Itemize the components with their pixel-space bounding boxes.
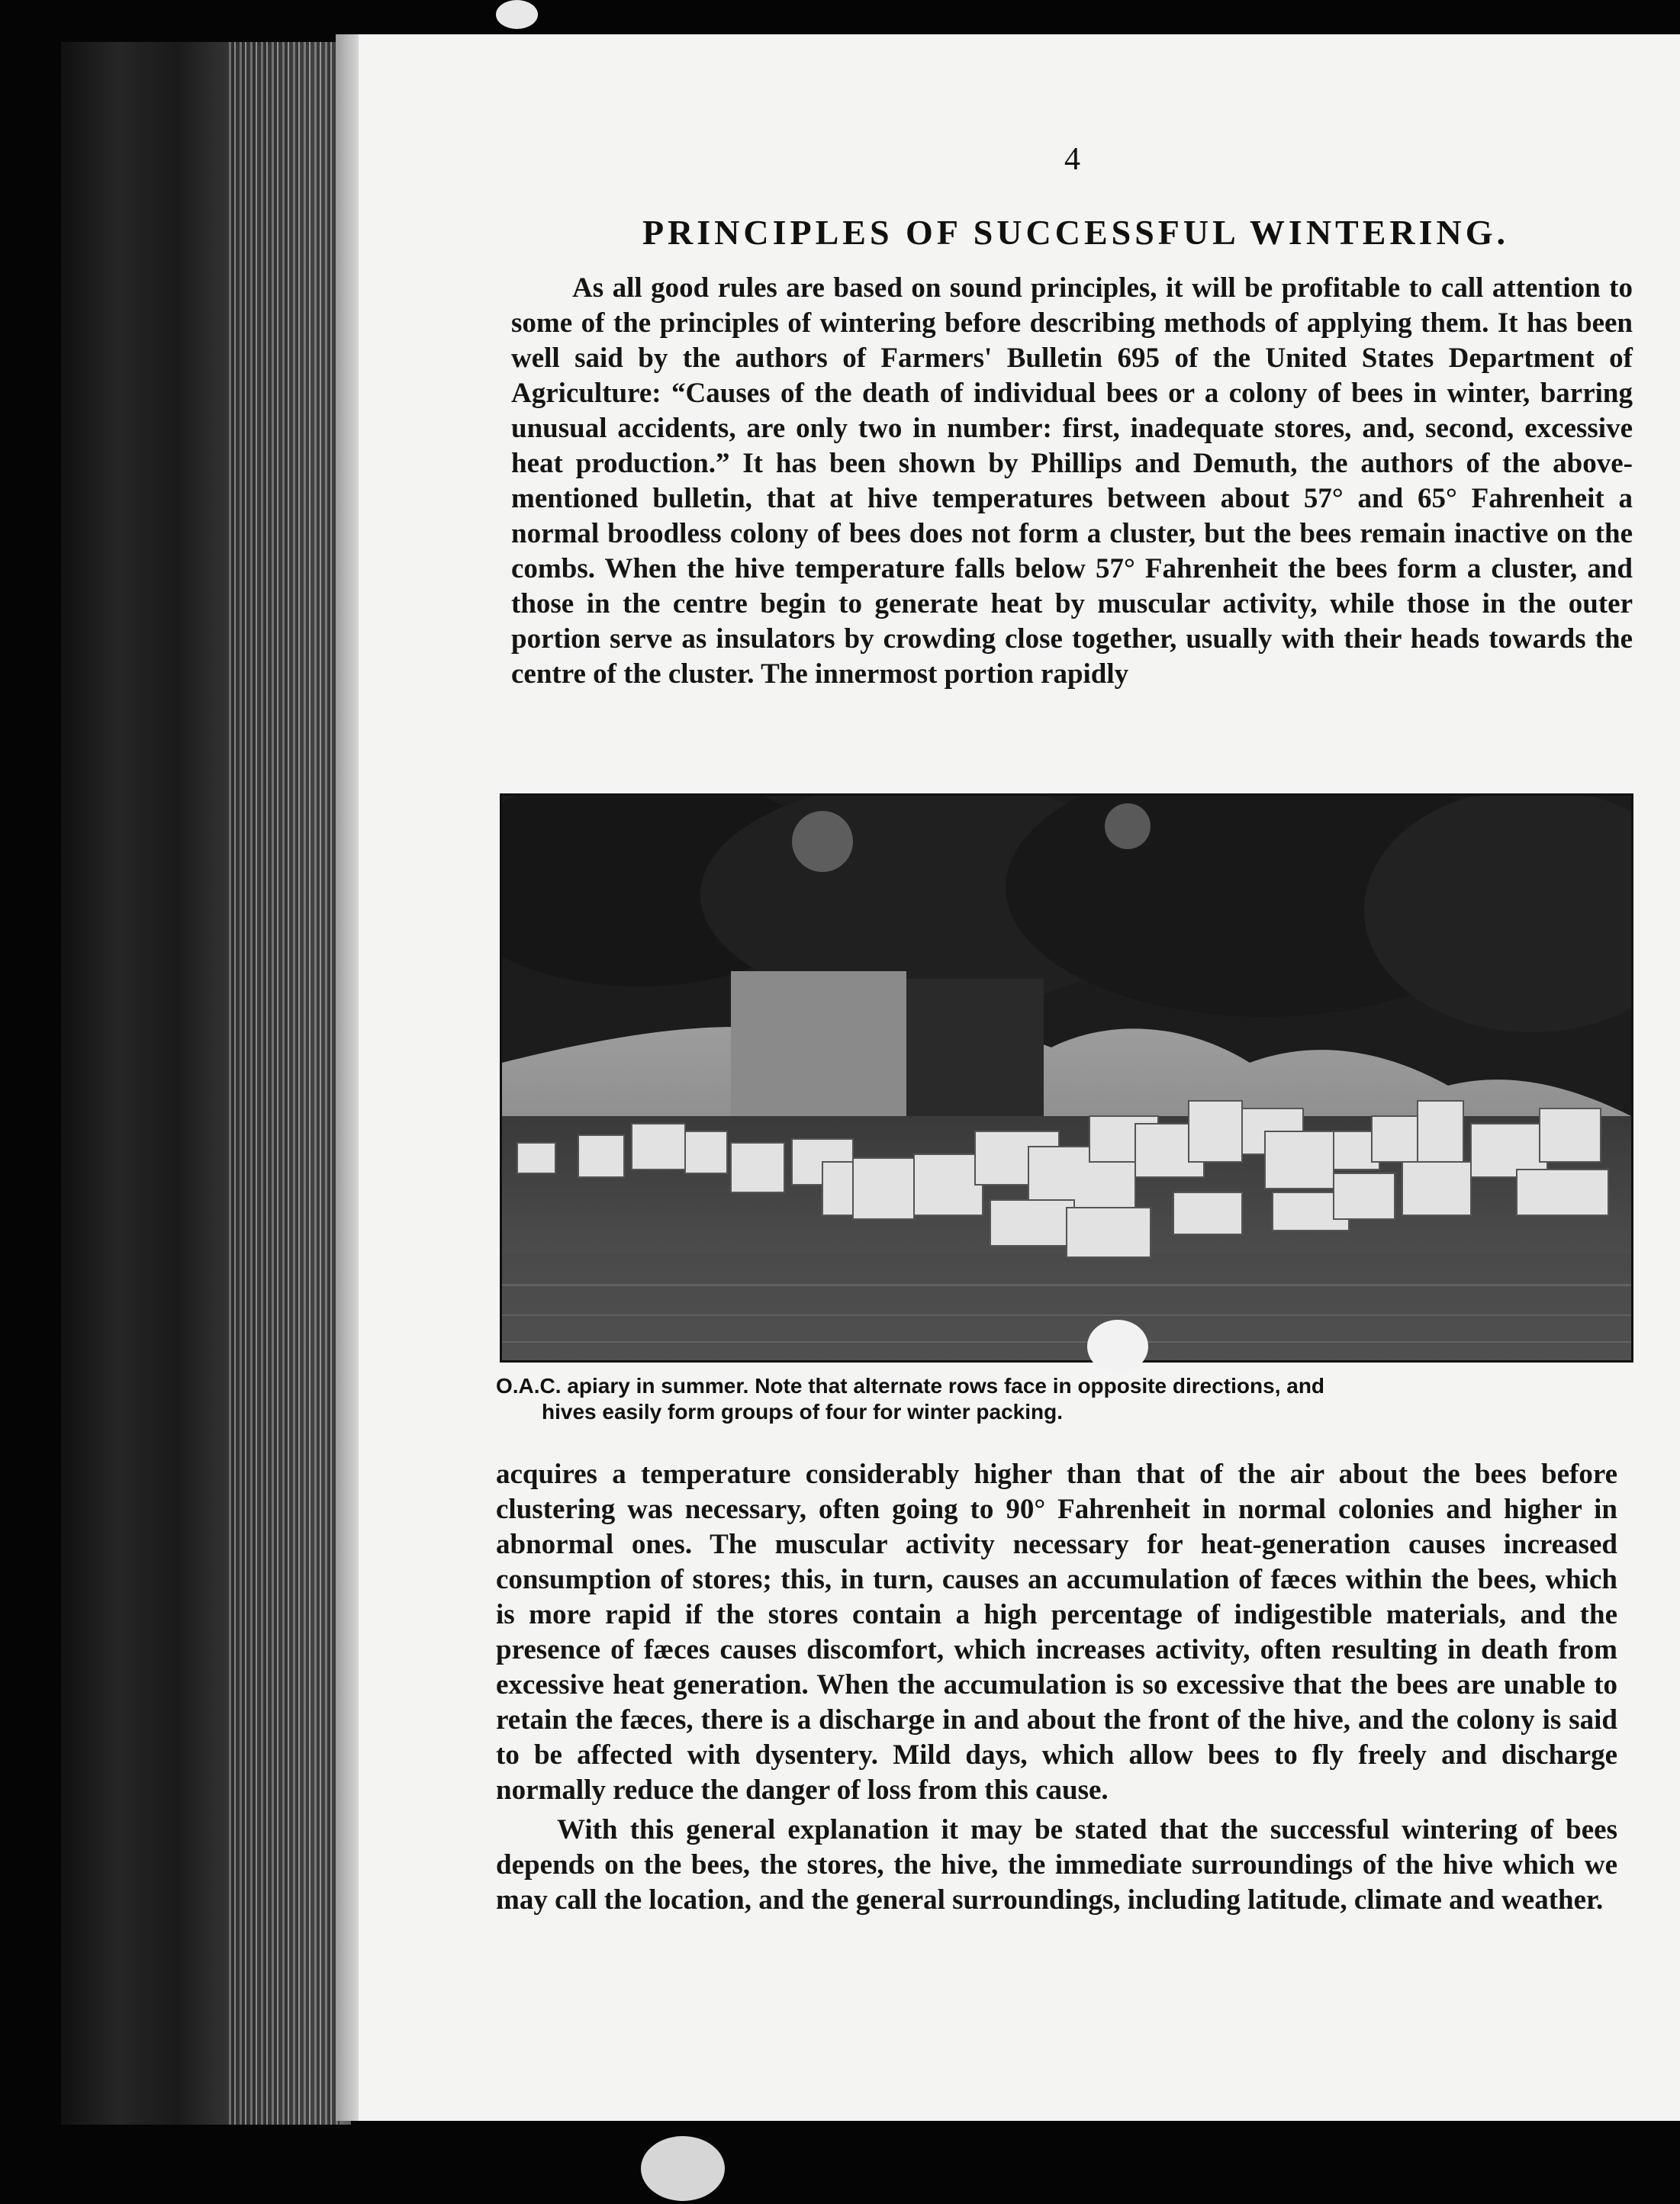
paragraph: As all good rules are based on sound principles, it will be profitable to call attention to some of the principles of wintering before describing methods of applying them. It has been well said by the authors of Farmers' Bulletin 695 of the United States Department of Agriculture: “Causes of the death of individual bees or a colony of bees in winter, barring unusual accidents, are only two in number: first, inadequate stores, and, second, excessive heat production.” It has been shown by Phillips and Demuth, the authors of the above-mentioned bulletin, that at hive temperatures between about 57° and 65° Fahrenheit a normal broodless colony of bees does not form a cluster, but the bees remain inactive on the combs. When the hive temperature falls below 57° Fahrenheit the bees form a cluster, and those in the centre begin to generate heat by muscular activity, while those in the outer portion serve as insulators by crowding close together, usually with their heads towards the centre of the cluster. The innermost portion rapidly [511, 272, 1633, 690]
section-heading: PRINCIPLES OF SUCCESSFUL WINTERING. [642, 213, 1510, 252]
body-text-top [511, 271, 1633, 692]
paragraph: With this general explanation it may be stated that the successful wintering of bees depends on the bees, the stores, the hive, the immediate surroundings of the hive which we may call the location, and the general surroundings, including latitude, climate and weather. [496, 1814, 1617, 1916]
apiary-photo-drawing [502, 796, 1631, 1360]
paper-smudge-photo [1087, 1320, 1148, 1373]
page-number: 4 [1064, 142, 1080, 177]
apiary-photograph [500, 793, 1633, 1363]
caption-line-1: O.A.C. apiary in summer. Note that alternate rows face in opposite directions, and [496, 1374, 1325, 1398]
paper-smudge-top [496, 0, 538, 29]
photo-caption [496, 1373, 1625, 1425]
body-text-bottom [496, 1457, 1617, 1918]
paper-smudge-bottom [641, 2136, 725, 2201]
paragraph: acquires a temperature considerably higher than that of the air about the bees before clustering was necessary, often going to 90° Fahrenheit in normal colonies and higher in abnormal ones. The muscular activity necessary for heat-generation causes increased consumption of stores; this, in turn, causes an accumulation of fæces within the bees, which is more rapid if the stores contain a high percentage of indigestible materials, and the presence of fæces causes discomfort, which increases activity, often resulting in death from excessive heat generation. When the accumulation is so excessive that the bees are unable to retain the fæces, there is a discharge in and about the front of the hive, and the colony is said to be affected with dysentery. Mild days, which allow bees to fly freely and discharge normally reduce the danger of loss from this cause. [496, 1459, 1617, 1806]
caption-line-2: hives easily form groups of four for winter packing. [542, 1400, 1064, 1424]
book-page-edge-lines [229, 42, 340, 2125]
